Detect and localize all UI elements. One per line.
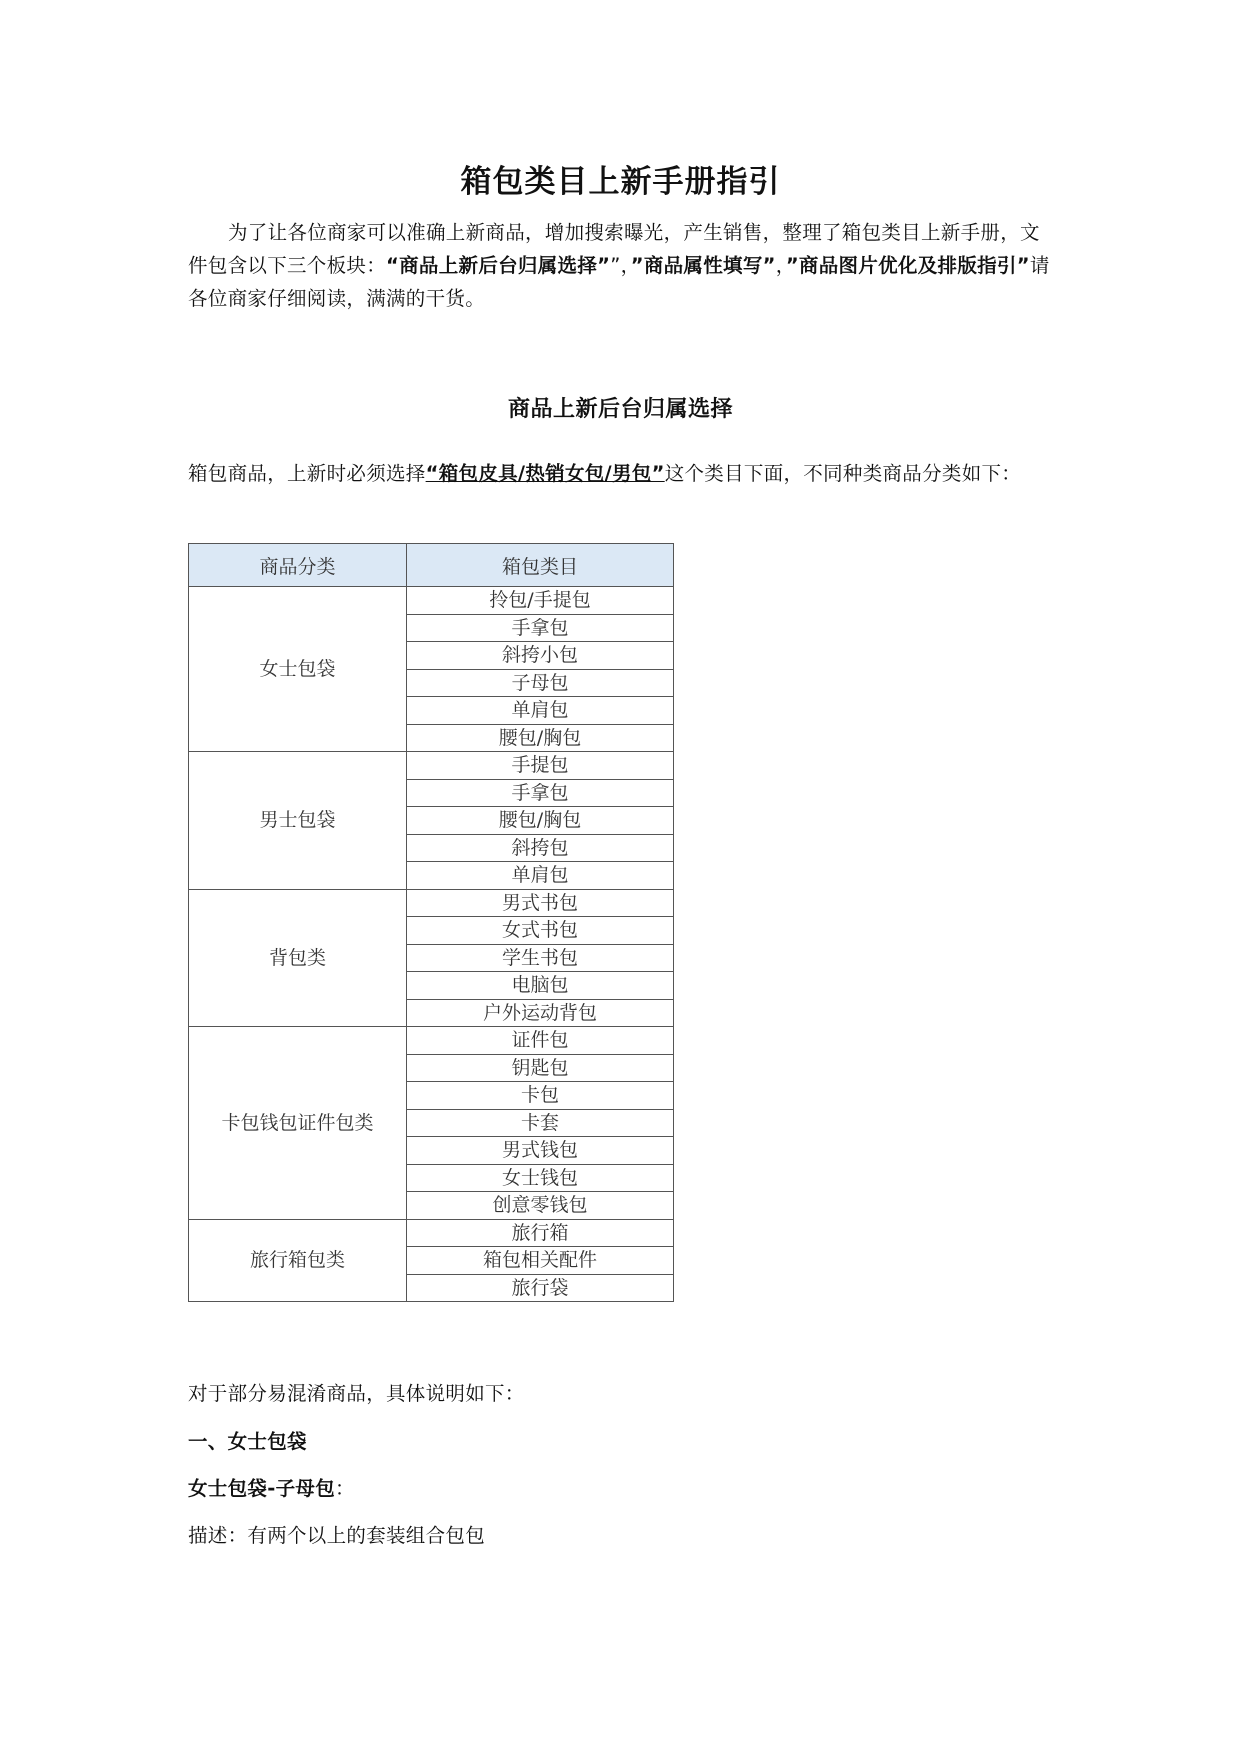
category-item-cell: 旅行箱 (407, 1219, 674, 1247)
category-instruction-paragraph (188, 450, 1058, 498)
subheading-rest: ： (335, 1477, 355, 1500)
category-item-cell: 手提包 (407, 752, 674, 780)
category-item-cell: 钥匙包 (407, 1054, 674, 1082)
intro-quote-2: ”商品属性填写” (630, 254, 776, 277)
intro-text-2: ”， (610, 254, 631, 277)
clarification-intro: 对于部分易混淆商品，具体说明如下： (188, 1382, 525, 1405)
category-table (188, 543, 674, 1302)
table-header: 箱包类目 (407, 544, 674, 587)
document-title: 箱包类目上新手册指引 (460, 164, 781, 200)
category-item-cell: 手拿包 (407, 779, 674, 807)
subheading-bold: 女士包袋-子母包 (188, 1477, 335, 1500)
intro-text-1: 为了让各位商家可以准确上新商品，增加搜索曝光，产生销售，整理了箱包类目上新手册，文件包含以下三个板块： (188, 221, 1040, 277)
section-title: 商品上新后台归属选择 (507, 397, 733, 422)
table-row (189, 752, 674, 780)
category-item-cell: 箱包相关配件 (407, 1247, 674, 1275)
category-path: “箱包皮具/热销女包/男包” (425, 462, 665, 485)
table-row (189, 1027, 674, 1055)
category-item-cell: 女式书包 (407, 917, 674, 945)
category-item-cell: 电脑包 (407, 972, 674, 1000)
intro-text-4: 请各位商家仔细阅读，满满的干货。 (188, 254, 1050, 310)
category-group-cell: 男士包袋 (189, 752, 407, 890)
category-item-cell: 女士钱包 (407, 1164, 674, 1192)
category-item-cell: 学生书包 (407, 944, 674, 972)
category-item-cell: 拎包/手提包 (407, 587, 674, 615)
category-item-cell: 腰包/胸包 (407, 724, 674, 752)
table-header: 商品分类 (189, 544, 407, 587)
intro-paragraph (188, 216, 1058, 315)
category-item-cell: 子母包 (407, 669, 674, 697)
subsection-heading: 一、女士包袋 (188, 1430, 307, 1453)
table-row (189, 587, 674, 615)
table-row (189, 889, 674, 917)
category-group-cell: 旅行箱包类 (189, 1219, 407, 1302)
category-item-cell: 单肩包 (407, 697, 674, 725)
category-item-cell: 单肩包 (407, 862, 674, 890)
p1-text-1: 箱包商品，上新时必须选择 (188, 462, 426, 485)
category-item-cell: 创意零钱包 (407, 1192, 674, 1220)
category-item-cell: 手拿包 (407, 614, 674, 642)
intro-text-3: ， (775, 254, 786, 277)
category-item-cell: 男式钱包 (407, 1137, 674, 1165)
description-text: 描述：有两个以上的套装组合包包 (188, 1524, 486, 1547)
category-group-cell: 女士包袋 (189, 587, 407, 752)
category-group-cell: 背包类 (189, 889, 407, 1027)
category-item-cell: 旅行袋 (407, 1274, 674, 1302)
p1-text-2: 这个类目下面，不同种类商品分类如下： (664, 462, 1022, 485)
table-header-row (189, 544, 674, 587)
category-item-cell: 卡包 (407, 1082, 674, 1110)
intro-quote-3: ”商品图片优化及排版指引” (785, 254, 1030, 277)
category-item-cell: 腰包/胸包 (407, 807, 674, 835)
category-group-cell: 卡包钱包证件包类 (189, 1027, 407, 1220)
subsection-subheading (188, 1472, 1058, 1505)
intro-quote-1: “商品上新后台归属选择” (386, 254, 611, 277)
table-row (189, 1219, 674, 1247)
category-item-cell: 斜挎包 (407, 834, 674, 862)
category-item-cell: 斜挎小包 (407, 642, 674, 670)
category-item-cell: 卡套 (407, 1109, 674, 1137)
table-body (189, 587, 674, 1302)
category-item-cell: 证件包 (407, 1027, 674, 1055)
category-item-cell: 户外运动背包 (407, 999, 674, 1027)
category-item-cell: 男式书包 (407, 889, 674, 917)
